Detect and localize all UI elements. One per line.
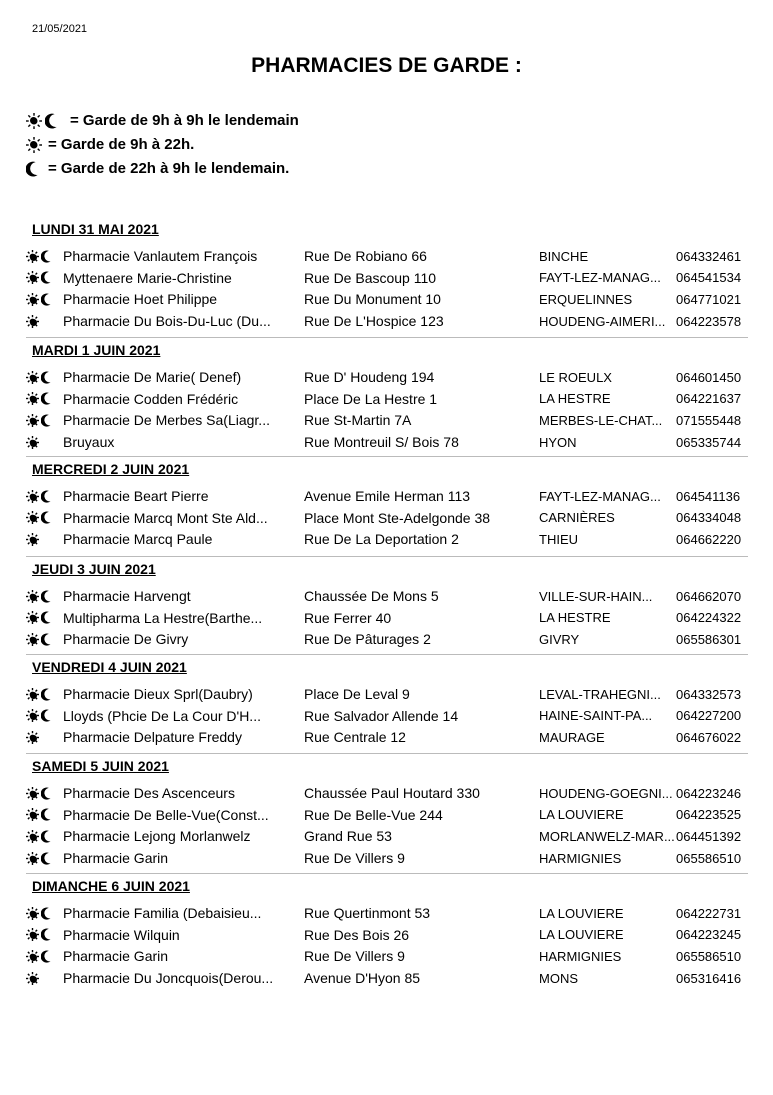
pharmacy-street: Place De La Hestre 1 bbox=[304, 390, 438, 407]
pharmacy-row bbox=[26, 246, 751, 266]
pharmacy-phone: 064334048 bbox=[676, 510, 742, 526]
pharmacy-name: Multipharma La Hestre(Barthe... bbox=[63, 609, 263, 626]
pharmacy-phone: 064541136 bbox=[676, 488, 741, 504]
duty-icons bbox=[26, 731, 62, 744]
day-heading: MERCREDI 2 JUIN 2021 bbox=[32, 461, 190, 477]
pharmacy-street: Rue St-Martin 7A bbox=[304, 412, 412, 429]
day-heading: JEUDI 3 JUIN 2021 bbox=[32, 561, 156, 577]
pharmacy-row bbox=[26, 946, 751, 966]
pharmacy-phone: 064223245 bbox=[676, 927, 742, 943]
duty-icons bbox=[26, 250, 62, 263]
pharmacy-row bbox=[26, 432, 751, 452]
sun-icon bbox=[26, 611, 39, 624]
sun-icon bbox=[26, 490, 39, 503]
pharmacy-street: Rue De Villers 9 bbox=[304, 850, 405, 867]
sun-icon bbox=[26, 590, 39, 603]
pharmacy-row bbox=[26, 486, 751, 506]
pharmacy-phone: 064541534 bbox=[676, 270, 742, 286]
legend-icons bbox=[26, 137, 48, 153]
pharmacy-row bbox=[26, 805, 751, 825]
pharmacy-phone: 064451392 bbox=[676, 828, 742, 844]
moon-icon bbox=[41, 830, 51, 843]
sun-icon bbox=[26, 972, 39, 985]
section-divider bbox=[26, 654, 748, 655]
pharmacy-street: Chaussée Paul Houtard 330 bbox=[304, 785, 480, 801]
pharmacy-street: Rue De Bascoup 110 bbox=[304, 269, 437, 286]
pharmacy-name: Pharmacie De Belle-Vue(Const... bbox=[63, 806, 269, 823]
pharmacy-phone: 064227200 bbox=[676, 708, 742, 724]
pharmacy-city: MONS bbox=[539, 970, 578, 986]
pharmacy-street: Place De Leval 9 bbox=[304, 686, 410, 702]
legend-item bbox=[26, 160, 289, 177]
sun-icon bbox=[26, 511, 39, 524]
pharmacy-phone: 064676022 bbox=[676, 729, 742, 745]
moon-icon bbox=[41, 633, 51, 646]
pharmacy-city: CARNIÈRES bbox=[539, 510, 615, 526]
duty-icons bbox=[26, 611, 62, 624]
pharmacy-city: HARMIGNIES bbox=[539, 948, 622, 964]
legend-item bbox=[26, 112, 299, 129]
sun-icon bbox=[26, 709, 39, 722]
pharmacy-city: HOUDENG-GOEGNI... bbox=[539, 785, 673, 801]
duty-icons bbox=[26, 414, 62, 427]
pharmacy-row bbox=[26, 783, 751, 803]
sun-icon bbox=[26, 414, 39, 427]
pharmacy-row bbox=[26, 925, 751, 945]
moon-icon bbox=[41, 414, 51, 427]
duty-icons bbox=[26, 950, 62, 963]
pharmacy-phone: 064601450 bbox=[676, 369, 742, 385]
pharmacy-city: LA HESTRE bbox=[539, 610, 611, 626]
pharmacy-name: Pharmacie De Givry bbox=[63, 631, 189, 648]
pharmacy-name: Pharmacie Lejong Morlanwelz bbox=[63, 828, 251, 845]
pharmacy-city: LEVAL-TRAHEGNI... bbox=[539, 686, 661, 702]
day-heading: DIMANCHE 6 JUIN 2021 bbox=[32, 878, 190, 894]
sun-icon bbox=[26, 137, 42, 153]
moon-icon bbox=[41, 808, 51, 821]
pharmacy-phone: 064332461 bbox=[676, 248, 742, 264]
legend-text: = Garde de 9h à 9h le lendemain bbox=[70, 112, 299, 129]
pharmacy-city: MERBES-LE-CHAT... bbox=[539, 412, 663, 428]
pharmacy-row bbox=[26, 608, 751, 628]
pharmacy-name: Pharmacie De Merbes Sa(Liagr... bbox=[63, 412, 270, 429]
duty-icons bbox=[26, 293, 62, 306]
pharmacy-name: Pharmacie Marcq Mont Ste Ald... bbox=[63, 509, 268, 526]
pharmacy-name: Pharmacie Garin bbox=[63, 948, 169, 965]
sun-icon bbox=[26, 688, 39, 701]
pharmacy-phone: 064662070 bbox=[676, 588, 742, 604]
pharmacy-row bbox=[26, 629, 751, 649]
pharmacy-row bbox=[26, 968, 751, 988]
moon-icon bbox=[41, 490, 51, 503]
pharmacy-city: LA LOUVIERE bbox=[539, 905, 624, 921]
section-divider bbox=[26, 873, 748, 874]
pharmacy-phone: 065316416 bbox=[676, 970, 742, 986]
sun-icon bbox=[26, 928, 39, 941]
duty-icons bbox=[26, 688, 62, 701]
pharmacy-street: Rue De L'Hospice 123 bbox=[304, 313, 444, 330]
moon-icon bbox=[41, 787, 51, 800]
pharmacy-city: HAINE-SAINT-PA... bbox=[539, 708, 653, 724]
duty-icons bbox=[26, 436, 62, 449]
pharmacy-city: BINCHE bbox=[539, 248, 589, 264]
duty-icons bbox=[26, 271, 62, 284]
duty-icons bbox=[26, 633, 62, 646]
sun-icon bbox=[26, 950, 39, 963]
moon-icon bbox=[41, 293, 51, 306]
day-heading: VENDREDI 4 JUIN 2021 bbox=[32, 659, 187, 675]
pharmacy-phone: 064771021 bbox=[676, 291, 742, 307]
moon-icon bbox=[41, 688, 51, 701]
legend-icons bbox=[26, 113, 70, 129]
pharmacy-street: Place Mont Ste-Adelgonde 38 bbox=[304, 509, 491, 526]
pharmacy-street: Rue De Belle-Vue 244 bbox=[304, 806, 443, 823]
sun-icon bbox=[26, 436, 39, 449]
pharmacy-street: Avenue D'Hyon 85 bbox=[304, 970, 421, 987]
pharmacy-street: Rue Quertinmont 53 bbox=[304, 905, 431, 921]
sun-icon bbox=[26, 315, 39, 328]
pharmacy-name: Pharmacie Beart Pierre bbox=[63, 488, 209, 504]
sun-icon bbox=[26, 293, 39, 306]
pharmacy-name: Bruyaux bbox=[63, 434, 115, 451]
pharmacy-street: Rue Centrale 12 bbox=[304, 729, 406, 746]
pharmacy-name: Pharmacie Wilquin bbox=[63, 926, 180, 943]
sun-icon bbox=[26, 113, 42, 129]
pharmacy-street: Rue Du Monument 10 bbox=[304, 291, 441, 308]
pharmacy-street: Rue Montreuil S/ Bois 78 bbox=[304, 434, 459, 451]
pharmacy-name: Pharmacie Vanlautem François bbox=[63, 248, 258, 264]
pharmacy-street: Rue Des Bois 26 bbox=[304, 926, 410, 943]
moon-icon bbox=[41, 907, 51, 920]
section-divider bbox=[26, 456, 748, 457]
duty-icons bbox=[26, 371, 62, 384]
pharmacy-city: VILLE-SUR-HAIN... bbox=[539, 588, 653, 604]
moon-icon bbox=[26, 161, 39, 177]
pharmacy-name: Pharmacie Hoet Philippe bbox=[63, 291, 218, 308]
pharmacy-row bbox=[26, 410, 751, 430]
duty-icons bbox=[26, 808, 62, 821]
legend-text: = Garde de 9h à 22h. bbox=[48, 136, 195, 153]
pharmacy-phone: 064223578 bbox=[676, 313, 742, 329]
pharmacy-city: LE ROEULX bbox=[539, 369, 612, 385]
pharmacy-row bbox=[26, 586, 751, 606]
pharmacy-city: LA LOUVIERE bbox=[539, 927, 624, 943]
section-divider bbox=[26, 556, 748, 557]
section-divider bbox=[26, 337, 748, 338]
sun-icon bbox=[26, 808, 39, 821]
pharmacy-name: Pharmacie Familia (Debaisieu... bbox=[63, 905, 262, 921]
day-heading: SAMEDI 5 JUIN 2021 bbox=[32, 758, 169, 774]
sun-icon bbox=[26, 250, 39, 263]
duty-icons bbox=[26, 907, 62, 920]
moon-icon bbox=[41, 271, 51, 284]
pharmacy-street: Avenue Emile Herman 113 bbox=[304, 488, 471, 504]
pharmacy-name: Pharmacie De Marie( Denef) bbox=[63, 369, 242, 385]
duty-icons bbox=[26, 787, 62, 800]
day-heading: MARDI 1 JUIN 2021 bbox=[32, 342, 161, 358]
pharmacy-phone: 065586510 bbox=[676, 850, 742, 866]
sun-icon bbox=[26, 633, 39, 646]
sun-icon bbox=[26, 271, 39, 284]
pharmacy-name: Pharmacie Harvengt bbox=[63, 588, 191, 604]
sun-icon bbox=[26, 731, 39, 744]
pharmacy-name: Pharmacie Dieux Sprl(Daubry) bbox=[63, 686, 253, 702]
pharmacy-street: Rue De Robiano 66 bbox=[304, 248, 427, 264]
pharmacy-city: HARMIGNIES bbox=[539, 850, 622, 866]
pharmacy-city: HYON bbox=[539, 434, 577, 450]
pharmacy-phone: 064223246 bbox=[676, 785, 742, 801]
pharmacy-city: MORLANWELZ-MAR... bbox=[539, 828, 675, 844]
pharmacy-row bbox=[26, 268, 751, 288]
pharmacy-street: Rue De Pâturages 2 bbox=[304, 631, 431, 648]
duty-icons bbox=[26, 315, 62, 328]
pharmacy-row bbox=[26, 311, 751, 331]
pharmacy-phone: 071555448 bbox=[676, 412, 742, 428]
duty-icons bbox=[26, 511, 62, 524]
moon-icon bbox=[41, 511, 51, 524]
pharmacy-phone: 065586510 bbox=[676, 948, 742, 964]
pharmacy-name: Pharmacie Codden Frédéric bbox=[63, 390, 239, 407]
sun-icon bbox=[26, 852, 39, 865]
pharmacy-city: ERQUELINNES bbox=[539, 291, 633, 307]
pharmacy-city: LA LOUVIERE bbox=[539, 807, 624, 823]
pharmacy-name: Lloyds (Phcie De La Cour D'H... bbox=[63, 707, 261, 724]
pharmacy-city: THIEU bbox=[539, 531, 578, 547]
pharmacy-row bbox=[26, 903, 751, 923]
pharmacy-phone: 064224322 bbox=[676, 610, 742, 626]
sun-icon bbox=[26, 907, 39, 920]
pharmacy-city: FAYT-LEZ-MANAG... bbox=[539, 270, 661, 286]
moon-icon bbox=[41, 371, 51, 384]
page-title: PHARMACIES DE GARDE : bbox=[251, 54, 522, 77]
pharmacy-street: Rue Ferrer 40 bbox=[304, 609, 392, 626]
moon-icon bbox=[41, 611, 51, 624]
legend-text: = Garde de 22h à 9h le lendemain. bbox=[48, 160, 290, 177]
pharmacy-phone: 064222731 bbox=[676, 905, 742, 921]
pharmacy-phone: 064662220 bbox=[676, 531, 742, 547]
duty-icons bbox=[26, 709, 62, 722]
pharmacy-phone: 065586301 bbox=[676, 631, 742, 647]
moon-icon bbox=[45, 113, 58, 129]
section-divider bbox=[26, 753, 748, 754]
pharmacy-row bbox=[26, 389, 751, 409]
pharmacy-city: LA HESTRE bbox=[539, 391, 611, 407]
duty-icons bbox=[26, 590, 62, 603]
duty-icons bbox=[26, 533, 62, 546]
legend-item bbox=[26, 136, 194, 153]
sun-icon bbox=[26, 787, 39, 800]
pharmacy-city: GIVRY bbox=[539, 631, 580, 647]
duty-icons bbox=[26, 852, 62, 865]
moon-icon bbox=[41, 590, 51, 603]
pharmacy-name: Pharmacie Marcq Paule bbox=[63, 531, 213, 548]
moon-icon bbox=[41, 852, 51, 865]
sun-icon bbox=[26, 392, 39, 405]
duty-icons bbox=[26, 830, 62, 843]
sun-icon bbox=[26, 533, 39, 546]
pharmacy-row bbox=[26, 826, 751, 846]
pharmacy-phone: 064221637 bbox=[676, 391, 742, 407]
pharmacy-phone: 065335744 bbox=[676, 434, 742, 450]
pharmacy-street: Rue De La Deportation 2 bbox=[304, 531, 459, 548]
pharmacy-city: MAURAGE bbox=[539, 729, 605, 745]
pharmacy-name: Pharmacie Des Ascenceurs bbox=[63, 785, 235, 801]
pharmacy-row bbox=[26, 706, 751, 726]
pharmacy-row bbox=[26, 848, 751, 868]
pharmacy-phone: 064332573 bbox=[676, 686, 742, 702]
moon-icon bbox=[41, 250, 51, 263]
pharmacy-name: Myttenaere Marie-Christine bbox=[63, 269, 232, 286]
pharmacy-phone: 064223525 bbox=[676, 807, 742, 823]
pharmacy-row bbox=[26, 367, 751, 387]
pharmacy-city: FAYT-LEZ-MANAG... bbox=[539, 488, 661, 504]
print-date: 21/05/2021 bbox=[32, 23, 88, 35]
moon-icon bbox=[41, 928, 51, 941]
moon-icon bbox=[41, 709, 51, 722]
pharmacy-row bbox=[26, 508, 751, 528]
duty-icons bbox=[26, 972, 62, 985]
pharmacy-row bbox=[26, 684, 751, 704]
pharmacy-name: Pharmacie Garin bbox=[63, 850, 169, 867]
sun-icon bbox=[26, 830, 39, 843]
pharmacy-street: Rue De Villers 9 bbox=[304, 948, 405, 965]
duty-icons bbox=[26, 928, 62, 941]
moon-icon bbox=[41, 392, 51, 405]
pharmacy-row bbox=[26, 727, 751, 747]
pharmacy-row bbox=[26, 529, 751, 549]
pharmacy-name: Pharmacie Du Bois-Du-Luc (Du... bbox=[63, 313, 271, 330]
pharmacy-row bbox=[26, 289, 751, 309]
pharmacy-city: HOUDENG-AIMERI... bbox=[539, 313, 666, 329]
day-heading: LUNDI 31 MAI 2021 bbox=[32, 221, 159, 237]
pharmacy-street: Chaussée De Mons 5 bbox=[304, 588, 439, 604]
duty-icons bbox=[26, 392, 62, 405]
pharmacy-name: Pharmacie Du Joncquois(Derou... bbox=[63, 970, 274, 987]
moon-icon bbox=[41, 950, 51, 963]
pharmacy-street: Rue Salvador Allende 14 bbox=[304, 707, 459, 724]
duty-icons bbox=[26, 490, 62, 503]
pharmacy-street: Rue D' Houdeng 194 bbox=[304, 369, 435, 385]
pharmacy-name: Pharmacie Delpature Freddy bbox=[63, 729, 242, 746]
sun-icon bbox=[26, 371, 39, 384]
legend-icons bbox=[26, 161, 48, 177]
pharmacy-street: Grand Rue 53 bbox=[304, 828, 392, 845]
